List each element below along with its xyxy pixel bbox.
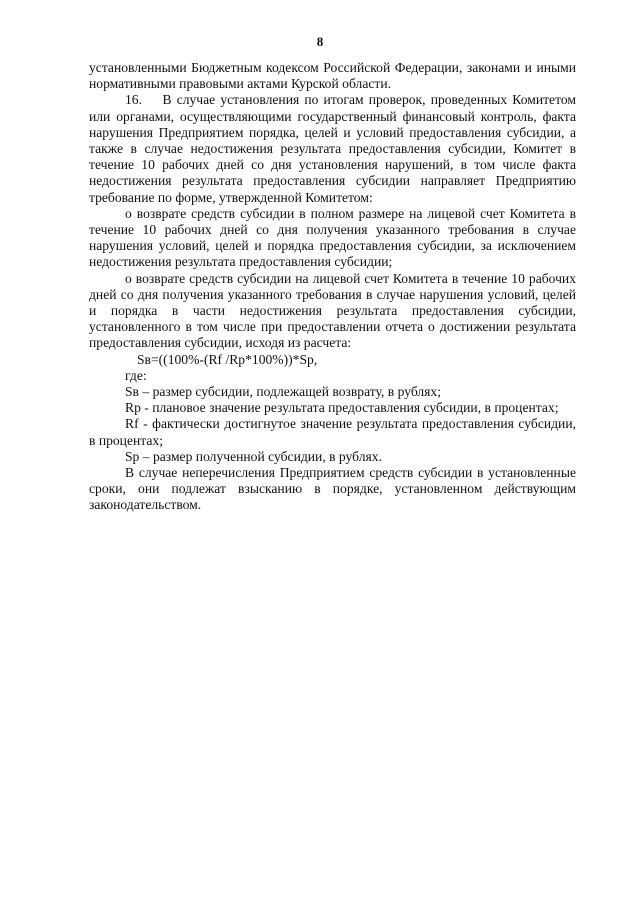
paragraph-full-return: о возврате средств субсидии в полном размере на лицевой счет Комитета в течение 10 рабочих дней со дня получения указанного требования в случае нарушения условий, целей и порядка предоставления субсидии, за исключением недостижения результата предоставления субсидии; [89, 205, 576, 270]
paragraph-16: 16. В случае установления по итогам проверок, проведенных Комитетом или органами, осуществляющими государственный финансовый контроль, факта нарушения Предприятием порядка, целей и условий предоставления субсидии, а также в случае недостижения результата предоставления субсидии, Комитет в течение 10 рабочих дней со дня установления нарушений, в том числе факта недостижения результата предоставления субсидии направляет Предприятию требование по форме, утвержденной Комитетом: [89, 92, 576, 205]
paragraph-partial-return: о возврате средств субсидии на лицевой счет Комитета в течение 10 рабочих дней со дня получения указанного требования в случае нарушения условий, целей и порядка в части недостижения результата предоставления субсидии, установленного в том числе при предоставлении отчета о достижении результата предоставления субсидии, исходя из расчета: [89, 270, 576, 351]
return-formula: Sв=((100%-(Rf /Rp*100%))*Sp, [137, 351, 318, 367]
definition-sv: Sв – размер субсидии, подлежащей возврату, в рублях; [125, 384, 442, 400]
definition-rf: Rf - фактически достигнутое значение результата предоставления субсидии, в процентах; [89, 416, 576, 448]
definition-sp: Sp – размер полученной субсидии, в рублях. [125, 448, 382, 464]
page-number: 8 [316, 34, 324, 49]
definition-rp: Rp - плановое значение результата предоставления субсидии, в процентах; [125, 400, 559, 416]
paragraph-non-transfer: В случае неперечисления Предприятием средств субсидии в установленные сроки, они подлежат взысканию в порядке, установленном действующим законодательством. [89, 465, 576, 513]
formula-where-label: где: [125, 367, 147, 383]
paragraph-continuation: установленными Бюджетным кодексом Российской Федерации, законами и иными нормативными правовыми актами Курской области. [89, 60, 576, 92]
document-body [89, 60, 576, 514]
